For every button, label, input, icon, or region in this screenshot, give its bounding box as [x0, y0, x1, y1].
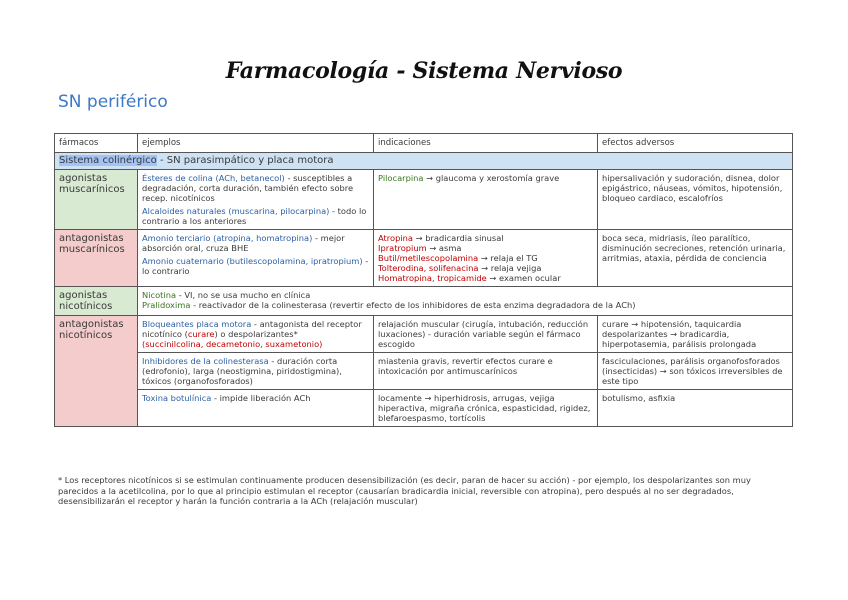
adverse-effects-cell: curare → hipotensión, taquicardia despolarizantes → bradicardia, hiperpotasemia, parálisis prolongada [598, 316, 793, 353]
indication-item [378, 273, 593, 283]
example-item [142, 233, 369, 253]
drug-name: Inhibidores de la colinesterasa [142, 356, 269, 366]
indication-text: → relaja el TG [478, 253, 538, 263]
example-item [142, 300, 788, 310]
examples-cell [138, 353, 374, 390]
drug-name: Nicotina [142, 290, 177, 300]
drug-name: Tolterodina, solifenacina [378, 263, 479, 273]
adverse-effects-cell: fasciculaciones, parálisis organofosforados (insecticidas) → son tóxicos irreversibles de este tipo [598, 353, 793, 390]
header-efectos-adversos: efectos adversos [598, 134, 793, 153]
drug-name: Amonio terciario (atropina, homatropina) [142, 233, 313, 243]
indication-text: → examen ocular [486, 273, 561, 283]
drug-name: Bloqueantes placa motora [142, 319, 252, 329]
section-heading: SN periférico [58, 92, 168, 112]
example-text: - lo contrario [142, 256, 369, 276]
example-text: ) o despolarizantes* [214, 329, 298, 339]
examples-cell [138, 230, 374, 287]
table-row [55, 230, 793, 287]
table-row [55, 170, 793, 230]
table-header-row [55, 134, 793, 153]
drug-name: Amonio cuaternario (butilescopolamina, ipratropium) [142, 256, 363, 266]
drug-name: Alcaloides naturales (muscarina, pilocarpina) [142, 206, 330, 216]
drug-name: Pilocarpina [378, 173, 424, 183]
drug-name: Pralidoxima [142, 300, 191, 310]
depolarizing-drugs: (succinilcolina, decametonio, suxametonio) [142, 339, 323, 349]
category-agonistas-muscarinicos: agonistas muscarínicos [55, 170, 138, 230]
indications-cell [374, 230, 598, 287]
page-title: Farmacología - Sistema Nervioso [225, 58, 623, 84]
header-farmacos: fármacos [55, 134, 138, 153]
table-row [55, 316, 793, 353]
pharmacology-table [54, 133, 793, 427]
example-text: - susceptibles a degradación, corta duración, también efecto sobre recep. nicotínicos [142, 173, 354, 203]
band-highlight: Sistema colinérgico [59, 155, 157, 166]
adverse-effects-cell: botulismo, asfixia [598, 390, 793, 427]
example-item [142, 290, 788, 300]
indication-item [378, 243, 593, 253]
indication-text: → bradicardia sinusal [413, 233, 504, 243]
footnote: * Los receptores nicotínicos si se estimulan continuamente producen desensibilización (es decir, paran de hacer su acción) - por ejemplo, los despolarizantes son muy parecidos a la acetilcolina, por lo que al principio estimulan el receptor (causarían bradicardia inicial, reversible con atropina), pero después al no ser degradados, desensibilizarán el receptor y harán la función contraria a la ACh (relajación muscular) [58, 475, 751, 506]
example-item [142, 206, 369, 226]
indications-cell: relajación muscular (cirugía, intubación, reducción luxaciones) - duración variable según el fármaco escogido [374, 316, 598, 353]
example-text: - impide liberación ACh [211, 393, 311, 403]
nicotinic-agonists-cell [138, 287, 793, 316]
example-text: - antagonista del receptor nicotínico ( [142, 319, 362, 339]
indication-text: → relaja vejiga [478, 263, 542, 273]
drug-name: Homatropina, tropicamide [378, 273, 487, 283]
table-row [55, 390, 793, 427]
examples-cell [138, 170, 374, 230]
header-ejemplos: ejemplos [138, 134, 374, 153]
example-text: - reactivador de la colinesterasa (revertir efecto de los inhibidores de esta enzima degradadora de la ACh) [190, 300, 636, 310]
indication-text: → glaucoma y xerostomía grave [423, 173, 560, 183]
band-text: - SN parasimpático y placa motora [156, 155, 334, 166]
indications-cell [374, 170, 598, 230]
table-row [55, 353, 793, 390]
example-text: - todo lo contrario a los anteriores [142, 206, 367, 226]
drug-name: Ésteres de colina (ACh, betanecol) [142, 173, 285, 183]
examples-cell [138, 390, 374, 427]
drug-name: Toxina botulínica [142, 393, 212, 403]
category-antagonistas-nicotinicos: antagonistas nicotínicos [55, 316, 138, 427]
drug-name: Ipratropium [378, 243, 427, 253]
indications-cell: locamente → hiperhidrosis, arrugas, vejiga hiperactiva, migraña crónica, espasticidad, rigidez, blefaroespasmo, tortícolis [374, 390, 598, 427]
section-band-row [55, 153, 793, 170]
example-text: - duración corta (edrofonio), larga (neostigmina, piridostigmina), tóxicos (organofosforados) [142, 356, 342, 386]
curare-text: curare [187, 329, 215, 339]
example-text: - mejor absorción oral, cruza BHE [142, 233, 345, 253]
adverse-effects-cell: boca seca, midriasis, íleo paralítico, disminución secreciones, retención urinaria, arritmias, ataxia, pérdida de conciencia [598, 230, 793, 287]
table-row [55, 287, 793, 316]
indication-item [378, 253, 593, 263]
section-band [55, 153, 793, 170]
drug-name: Butil/metilescopolamina [378, 253, 479, 263]
category-agonistas-nicotinicos: agonistas nicotínicos [55, 287, 138, 316]
indication-text: → asma [426, 243, 462, 253]
indications-cell: miastenia gravis, revertir efectos curare e intoxicación por antimuscarínicos [374, 353, 598, 390]
example-item [142, 173, 369, 203]
category-antagonistas-muscarinicos: antagonistas muscarínicos [55, 230, 138, 287]
adverse-effects-cell: hipersalivación y sudoración, disnea, dolor epigástrico, náuseas, vómitos, hipotensión, bloqueo cardiaco, escalofríos [598, 170, 793, 230]
example-text: - VI, no se usa mucho en clínica [176, 290, 311, 300]
drug-name: Atropina [378, 233, 414, 243]
header-indicaciones: indicaciones [374, 134, 598, 153]
indication-item [378, 233, 593, 243]
indication-item [378, 263, 593, 273]
examples-cell [138, 316, 374, 353]
example-item [142, 256, 369, 276]
